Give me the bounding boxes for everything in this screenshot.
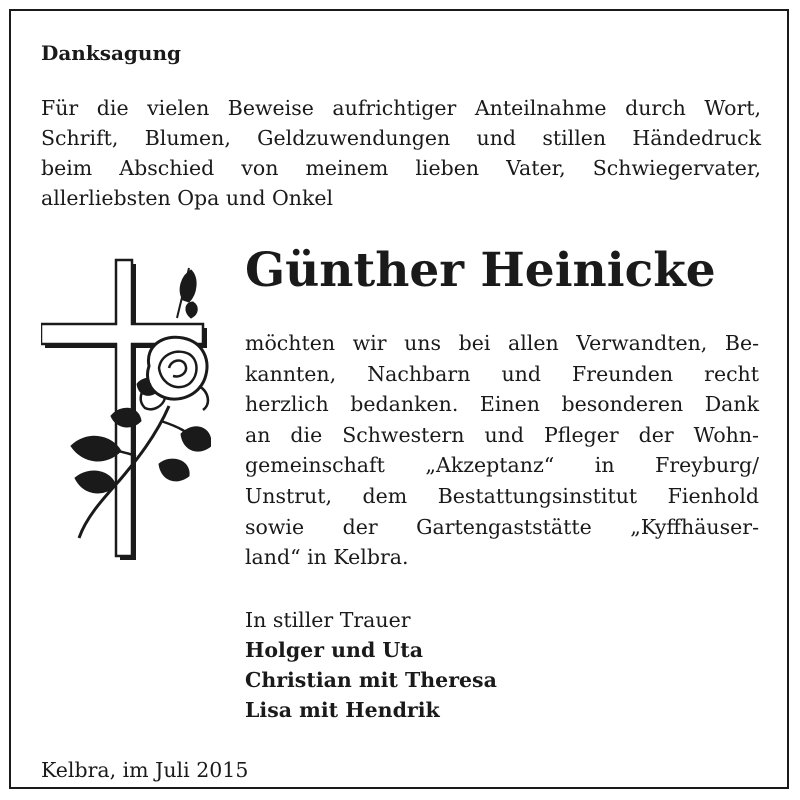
mourner-name: Christian mit Theresa	[245, 668, 497, 692]
intro-line: Schrift, Blumen, Geldzuwendungen und stillen Händedruck	[41, 126, 761, 150]
rose-shape	[71, 268, 211, 538]
thanks-line: Unstrut, dem Bestattungsinstitut Fienhold	[245, 483, 759, 508]
intro-line: Für die vielen Beweise aufrichtiger Anteilnahme durch Wort,	[41, 96, 761, 120]
thanks-text	[245, 328, 759, 573]
mourner-name: Holger und Uta	[245, 638, 424, 662]
thanks-line: an die Schwestern und Pfleger der Wohn-	[245, 422, 759, 447]
thanks-line: kannten, Nachbarn und Freunden recht	[245, 361, 759, 386]
thanks-line: gemeinschaft „Akzeptanz“ in Freyburg/	[245, 453, 759, 478]
thanks-line: sowie der Gartengaststätte „Kyffhäuser-	[245, 514, 759, 539]
thanks-line: herzlich bedanken. Einen besonderen Dank	[245, 392, 759, 417]
notice-heading: Danksagung	[41, 41, 181, 65]
closing-line: In stiller Trauer	[245, 608, 411, 632]
intro-line: allerliebsten Opa und Onkel	[41, 186, 334, 210]
intro-line: beim Abschied von meinem lieben Vater, Schwiegervater,	[41, 156, 761, 180]
thanks-line: möchten wir uns bei allen Verwandten, Be-	[245, 331, 759, 355]
thanks-line: land“ in Kelbra.	[245, 545, 409, 570]
cross-with-rose-icon	[41, 256, 211, 566]
mourner-name: Lisa mit Hendrik	[245, 698, 440, 722]
signature-block	[245, 605, 497, 725]
deceased-name: Günther Heinicke	[245, 243, 716, 298]
obituary-notice	[9, 9, 789, 789]
intro-text	[41, 93, 761, 213]
place-date: Kelbra, im Juli 2015	[41, 758, 249, 782]
